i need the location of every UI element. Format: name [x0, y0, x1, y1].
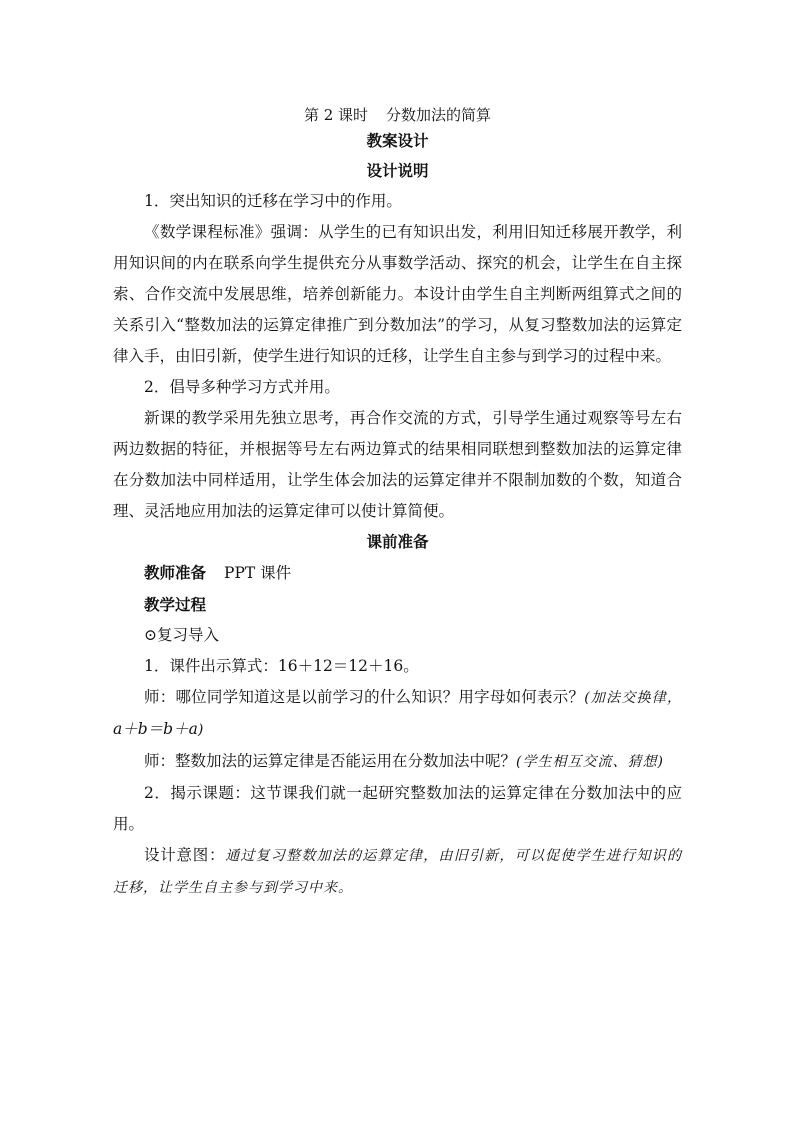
section-preparation: 课前准备: [366, 532, 429, 551]
design-intent: [113, 840, 682, 904]
teacher-question-2: [113, 746, 682, 778]
question-1-formula: a＋b＝b＋a: [113, 720, 198, 738]
design-point-1-body: 《数学课程标准》强调：从学生的已有知识出发，利用旧知迁移展开教学，利用知识间的内在联系向学生提供充分从事数学活动、探究的机会，让学生在自主探索、合作交流中发展思维，培养创新能力。本设计由学生自主判断两组算式之间的关系引入“整数加法的运算定律推广到分数加法”的学习，从复习整数加法的运算定律入手，由旧引新，使学生进行知识的迁移，让学生自主参与到学习的过程中来。: [113, 223, 682, 365]
teacher-preparation: [113, 557, 682, 589]
step-1: 1．课件出示算式：16＋12＝12＋16。: [144, 657, 419, 675]
question-2-text: 师：整数加法的运算定律是否能运用在分数加法中呢？: [144, 752, 517, 770]
section-teaching-process: 教学过程: [144, 595, 207, 614]
doc-subtitle: 教案设计: [366, 131, 429, 150]
design-point-2-title: 2．倡导多种学习方式并用。: [144, 378, 340, 396]
lesson-title: [113, 104, 682, 126]
design-intent-label: 设计意图：: [144, 846, 226, 864]
teacher-preparation-value: PPT 课件: [224, 564, 292, 582]
lesson-topic: 分数加法的简算: [386, 106, 492, 124]
question-1-text: 师：哪位同学知道这是以前学习的什么知识？用字母如何表示？: [144, 688, 585, 706]
design-point-1-title: 1．突出知识的迁移在学习中的作用。: [144, 192, 402, 210]
step-2: 2．揭示课题：这节课我们就一起研究整数加法的运算定律在分数加法中的应用。: [113, 784, 682, 833]
question-1-note-open: (加法交换律，: [584, 690, 682, 706]
review-heading: ⊙复习导入: [144, 626, 219, 644]
question-1-note-close: ): [197, 722, 205, 738]
section-design-notes: 设计说明: [366, 161, 429, 180]
lesson-number: 第 2 课时: [303, 106, 369, 124]
design-intent-body: 通过复习整数加法的运算定律，由旧引新，可以促使学生进行知识的迁移，让学生自主参与到学习中来。: [113, 848, 682, 896]
design-point-2-body: 新课的教学采用先独立思考，再合作交流的方式，引导学生通过观察等号左右两边数据的特征，并根据等号左右两边算式的结果相同联想到整数加法的运算定律在分数加法中同样适用，让学生体会加法的运算定律并不限制加数的个数，知道合理、灵活地应用加法的运算定律可以使计算简便。: [113, 409, 682, 520]
teacher-question-1: [113, 682, 682, 746]
question-2-note: (学生相互交流、猜想): [516, 754, 664, 770]
teacher-preparation-label: 教师准备: [144, 563, 207, 582]
